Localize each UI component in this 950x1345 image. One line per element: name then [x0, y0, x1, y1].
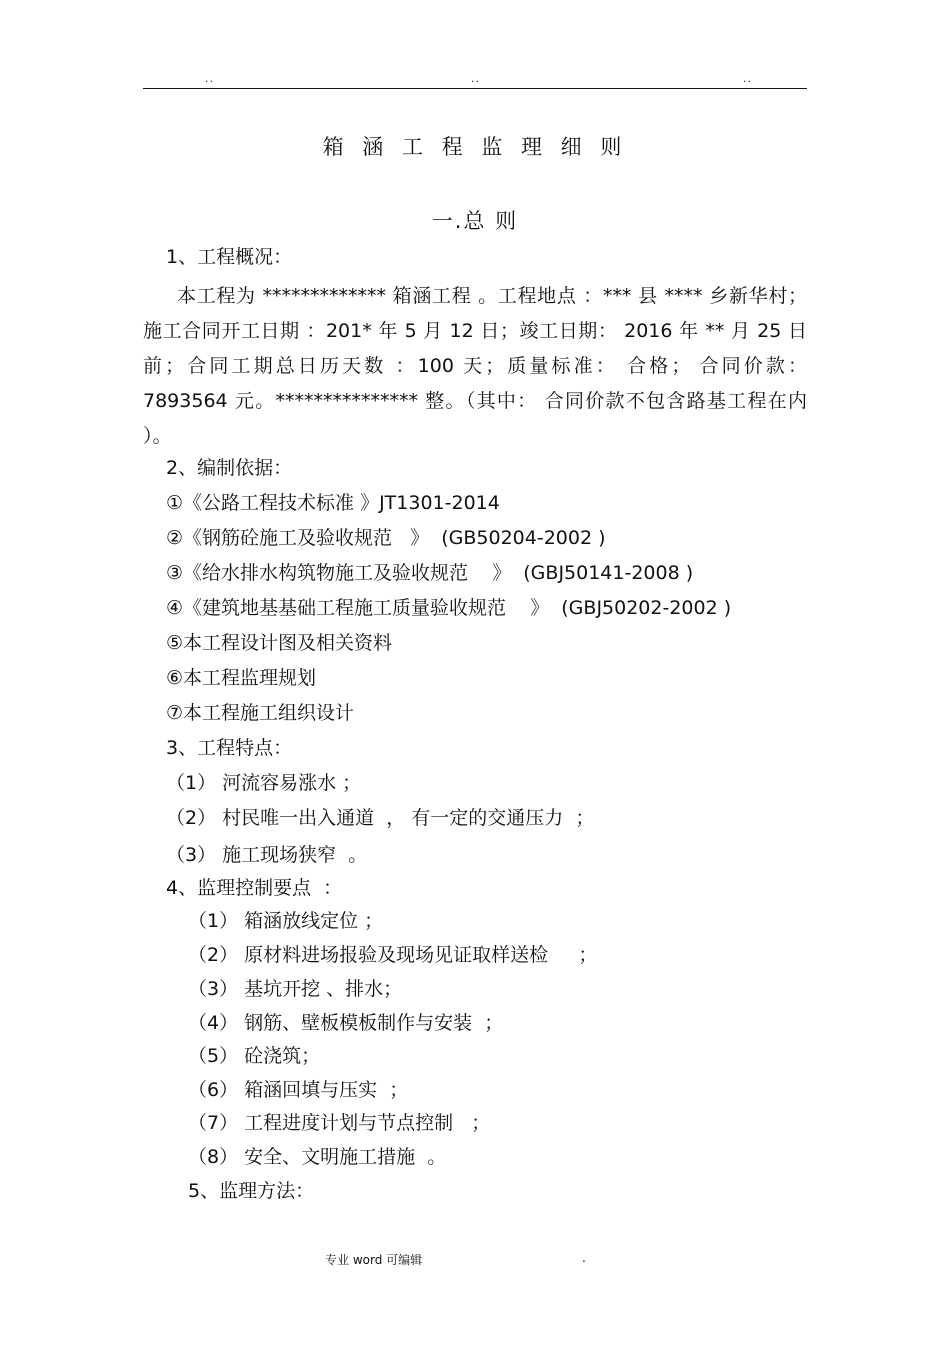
basis-item: ⑦本工程施工组织设计 [166, 702, 355, 724]
control-point-item: （5） 砼浇筑； [188, 1045, 321, 1067]
header-dots-center: .. [471, 72, 480, 85]
basis-item: ⑤本工程设计图及相关资料 [166, 632, 393, 654]
control-point-item: （8） 安全、文明施工措施 。 [188, 1146, 447, 1168]
header-rule [143, 88, 807, 89]
section-title: 一.总 则 [431, 209, 519, 233]
item4-heading: 4、监理控制要点 ： [166, 877, 343, 899]
control-point-item: （6） 箱涵回填与压实 ； [188, 1079, 409, 1101]
basis-item: ⑥本工程监理规划 [166, 667, 317, 689]
item1-heading: 1、工程概况： [166, 246, 293, 268]
footer-dot: . [582, 1251, 586, 1265]
document-title: 箱 涵 工 程 监 理 细 则 [322, 135, 628, 159]
control-point-item: （2） 原材料进场报验及现场见证取样送检 ； [188, 944, 598, 966]
basis-item: ③《给水排水构筑物施工及验收规范 》 (GBJ50141-2008 ) [166, 562, 694, 584]
footer-note: 专业 word 可编辑 [325, 1253, 423, 1267]
item2-heading: 2、编制依据： [166, 457, 293, 479]
feature-item: （1） 河流容易涨水 ； [166, 772, 362, 794]
control-point-item: （7） 工程进度计划与节点控制 ； [188, 1112, 491, 1134]
basis-item: ①《公路工程技术标准 》JT1301-2014 [166, 492, 500, 514]
item3-heading: 3、工程特点： [166, 737, 293, 759]
basis-item: ②《钢筋砼施工及验收规范 》 (GB50204-2002 ) [166, 527, 606, 549]
item5-heading: 5、监理方法： [188, 1180, 315, 1202]
basis-item: ④《建筑地基基础工程施工质量验收规范 》 (GBJ50202-2002 ) [166, 597, 732, 619]
control-point-item: （3） 基坑开挖 、排水； [188, 978, 403, 1000]
header-dots-right: .. [743, 72, 752, 85]
header-dots-left: .. [205, 72, 214, 85]
feature-item: （2） 村民唯一出入通道 ， 有一定的交通压力 ； [166, 807, 595, 829]
control-point-item: （1） 箱涵放线定位 ； [188, 910, 384, 932]
project-overview-paragraph: 本工程为 ************* 箱涵工程 。工程地点 ：*** 县 **** 乡新华村；施工合同开工日期 ：201* 年 5 月 12 日；竣工日期： 2016 年 ** 月 25 日前；合同工期总日历天数 ：100 天；质量标准： 合格； 合同价款： 7893564 元。*************** 整。（其中： 合同价款不包含路基工程在内 ）。 [143, 285, 807, 447]
feature-item: （3） 施工现场狭窄 。 [166, 844, 368, 866]
control-point-item: （4） 钢筋、壁板模板制作与安装 ； [188, 1012, 504, 1034]
